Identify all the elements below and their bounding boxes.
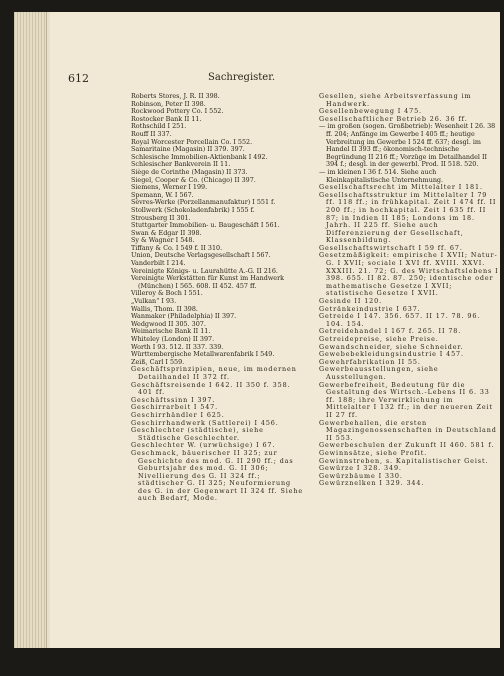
page-header <box>68 72 486 86</box>
index-entry: Gewehrfabrikation II 55. <box>319 357 421 366</box>
index-entry: Getreide I 147. 356. 657. II 17. 78. 96. 104. 154. <box>319 312 481 328</box>
index-entry: Rouff II 337. <box>131 129 172 138</box>
index-entry: Royal Worcester Porcellain Co. I 552. <box>131 137 253 146</box>
index-entry: Geschirrhandwerk (Sattlerei) I 456. <box>131 418 279 427</box>
index-column-left <box>131 93 306 503</box>
index-entry: Gewürzbäume I 330. <box>319 471 403 480</box>
index-entry: Gewinnstreben, s. Kapitalistischer Geist. <box>319 456 489 465</box>
index-entry: Stuttgarter Immobilien- u. Baugeschäft I 561. <box>131 221 280 230</box>
index-entry: Schlesischer Bankverein II 11. <box>131 160 231 169</box>
index-entry: Gewinnsätze, siehe Profit. <box>319 448 428 457</box>
index-entry: Gewerbefreiheit, Bedeutung für die Gestaltung des Wirtsch.-Lebens II 6. 33 ff. 188; ihre Verwirklichung im Mittelalter I 132 ff.; in der neueren Zeit II 27 ff. <box>319 380 493 419</box>
index-entry: Gesellen, siehe Arbeitsverfassung im Handwerk. <box>319 92 472 108</box>
index-entry: Rostocker Bank II 11. <box>131 114 202 123</box>
index-entry: „Vulkan“ I 93. <box>131 297 177 306</box>
index-entry: Geschirrhändler I 625. <box>131 410 225 419</box>
page-edge <box>14 12 47 648</box>
index-entry: Samaritaine (Magasin) II 379. 397. <box>131 145 245 154</box>
index-entry: Geschäftsprinzipien, neue, im modernen Detailhandel II 372 ff. <box>131 365 297 381</box>
index-entry: Roberts Stores, J. R. II 398. <box>131 92 220 100</box>
index-entry: Zeiß, Carl I 559. <box>131 357 185 366</box>
index-entry: Gewerbeschulen der Zukunft II 460. 581 f. <box>319 441 495 450</box>
index-entry: Wedgwood II 305. 307. <box>131 319 206 328</box>
index-entry: Gesetzmäßigkeit: empirische I XVII; Natur-G. I XVII; sociale I XVI ff. XVIII. XXVI. XXXIII. 21. 72; G. des Wirtschaftslebens I 398. 655. II 82. 87. 250; identische oder mathematische Gesetze I XVII; statistische Gesetze I XVII. <box>319 251 499 298</box>
index-entry: Villeroy & Boch I 551. <box>131 289 203 298</box>
page-number: 612 <box>68 72 89 85</box>
index-entry: Geschmack, bäuerischer II 325; zur Geschichte des mod. G. II 290 ff.; das Geburtsjahr des mod. G. II 306; Nivellierung des G. II 324 ff.; städtischer G. II 325; Neuformierung des G. in der Gegenwart II 324 ff. Siehe auch Bedarf, Mode. <box>131 448 304 503</box>
index-entry: Gesellschaftswirtschaft I 59 ff. 67. <box>319 243 463 252</box>
running-head: Sachregister. <box>208 72 276 83</box>
index-entry: Vanderbilt I 214. <box>131 259 186 268</box>
index-entry: Geschäftsreisende I 642. II 350 f. 358. 401 ff. <box>131 380 291 397</box>
index-entry: Geschlechter W. (urwüchsige) I 67. <box>131 441 276 450</box>
index-entry: Geschirrarbeit I 547. <box>131 403 219 412</box>
index-entry: Sèvres-Werke (Porzellanmanufaktur) I 551 f. <box>131 198 276 207</box>
index-entry: Siège de Corinthe (Magasin) II 373. <box>131 167 248 176</box>
index-entry: Tiffany & Co. I 549 f. II 310. <box>131 243 223 252</box>
index-entry: Gesinde II 120. <box>319 297 383 306</box>
index-entry: Swan & Edgar II 398. <box>131 228 202 237</box>
index-entry: Spemann, W. I 567. <box>131 190 194 199</box>
index-entry: Stollwerk (Schokoladenfabrik) I 555 f. <box>131 205 255 214</box>
index-entry: Sy & Wagner I 548. <box>131 236 195 245</box>
index-entry: Whiteley (London) II 397. <box>131 335 215 343</box>
index-entry: Gewerbehallen, die ersten Magazingenossenschaften in Deutschland II 553. <box>319 418 497 442</box>
index-entry: Getreidehandel I 167 f. 265. II 78. <box>319 327 462 336</box>
index-entry: Union, Deutsche Verlagsgesellschaft I 567. <box>131 251 271 260</box>
index-entry: — im großen (sogen. Großbetrieb): Wesenheit I 26. 38 ff. 204; Anfänge im Gewerbe I 405 ff.; heutige Verbreitung im Gewerbe I 524 ff. 637; desgl. im Handel II 393 ff.; ökonomisch-technische Begründung II 216 ff.; Vorzüge im Detailhandel II 394 f.; desgl. in der gewerbl. Prod. II 518. 520. <box>319 122 496 169</box>
index-entry: Getreidepreise, siehe Preise. <box>319 335 439 343</box>
index-entry: Gewebebekleidungsindustrie I 457. <box>319 350 464 359</box>
index-entry: Worth I 93. 512. II 337. 339. <box>131 342 224 351</box>
index-entry: Siegel, Cooper & Co. (Chicago) II 397. <box>131 175 256 184</box>
index-entry: Gewandschneider, siehe Schneider. <box>319 342 464 351</box>
index-entry: Württembergische Metallwarenfabrik I 549. <box>131 350 275 359</box>
index-entry: Gesellschaftsrecht im Mittelalter I 181. <box>319 183 483 192</box>
index-entry: Wallis, Thom. II 398. <box>131 304 198 313</box>
index-entry: — im kleinen I 36 f. 514. Siehe auch Kleinkapitalistische Unternehmung. <box>319 167 444 184</box>
index-entry: Geschäftssinn I 397. <box>131 395 216 404</box>
index-entry: Gesellenbewegung I 475. <box>319 107 422 116</box>
index-entry: Gesellschaftsstruktur im Mittelalter I 79 ff. 118 ff.; in frühkapital. Zeit I 474 ff. II 200 ff.; in hochkapital. Zeit I 635 ff. II 87; in Indien II 185; Londons im 18. Jahrh. II 225 ff. Siehe auch Differenzierung der Gesellschaft, Klassenbildung. <box>319 190 497 245</box>
index-entry: Gewerbeausstellungen, siehe Ausstellungen. <box>319 365 439 381</box>
index-entry: Gesellschaftlicher Betrieb 26. 36 ff. <box>319 114 468 123</box>
index-entry: Gewürznelken I 329. 344. <box>319 479 425 488</box>
index-entry: Weimarische Bank II 11. <box>131 327 211 336</box>
index-entry: Vereinigte Königs- u. Laurahütte A.-G. II 216. <box>131 266 278 275</box>
index-entry: Getränkeindustrie I 637. <box>319 304 421 313</box>
index-column-right <box>319 93 499 488</box>
index-entry: Geschlechter (städtische), siehe Städtische Geschlechter. <box>131 426 264 442</box>
index-entry: Rothschild I 251. <box>131 122 187 131</box>
index-entry: Wanmaker (Philadelphia) II 397. <box>131 312 237 321</box>
index-entry: Schlesische Immobilien-Aktienbank I 492. <box>131 152 268 161</box>
index-entry: Robinson, Peter II 398. <box>131 99 206 108</box>
index-entry: Strousberg II 301. <box>131 213 191 222</box>
index-entry: Gewürze I 328. 349. <box>319 464 402 473</box>
index-entry: Siemens, Werner I 199. <box>131 183 208 192</box>
index-entry: Vereinigte Werkstätten für Kunst im Handwerk (München) I 565. 608. II 452. 457 ff. <box>131 274 285 290</box>
index-entry: Rockwood Pottery Co. I 552. <box>131 107 224 116</box>
